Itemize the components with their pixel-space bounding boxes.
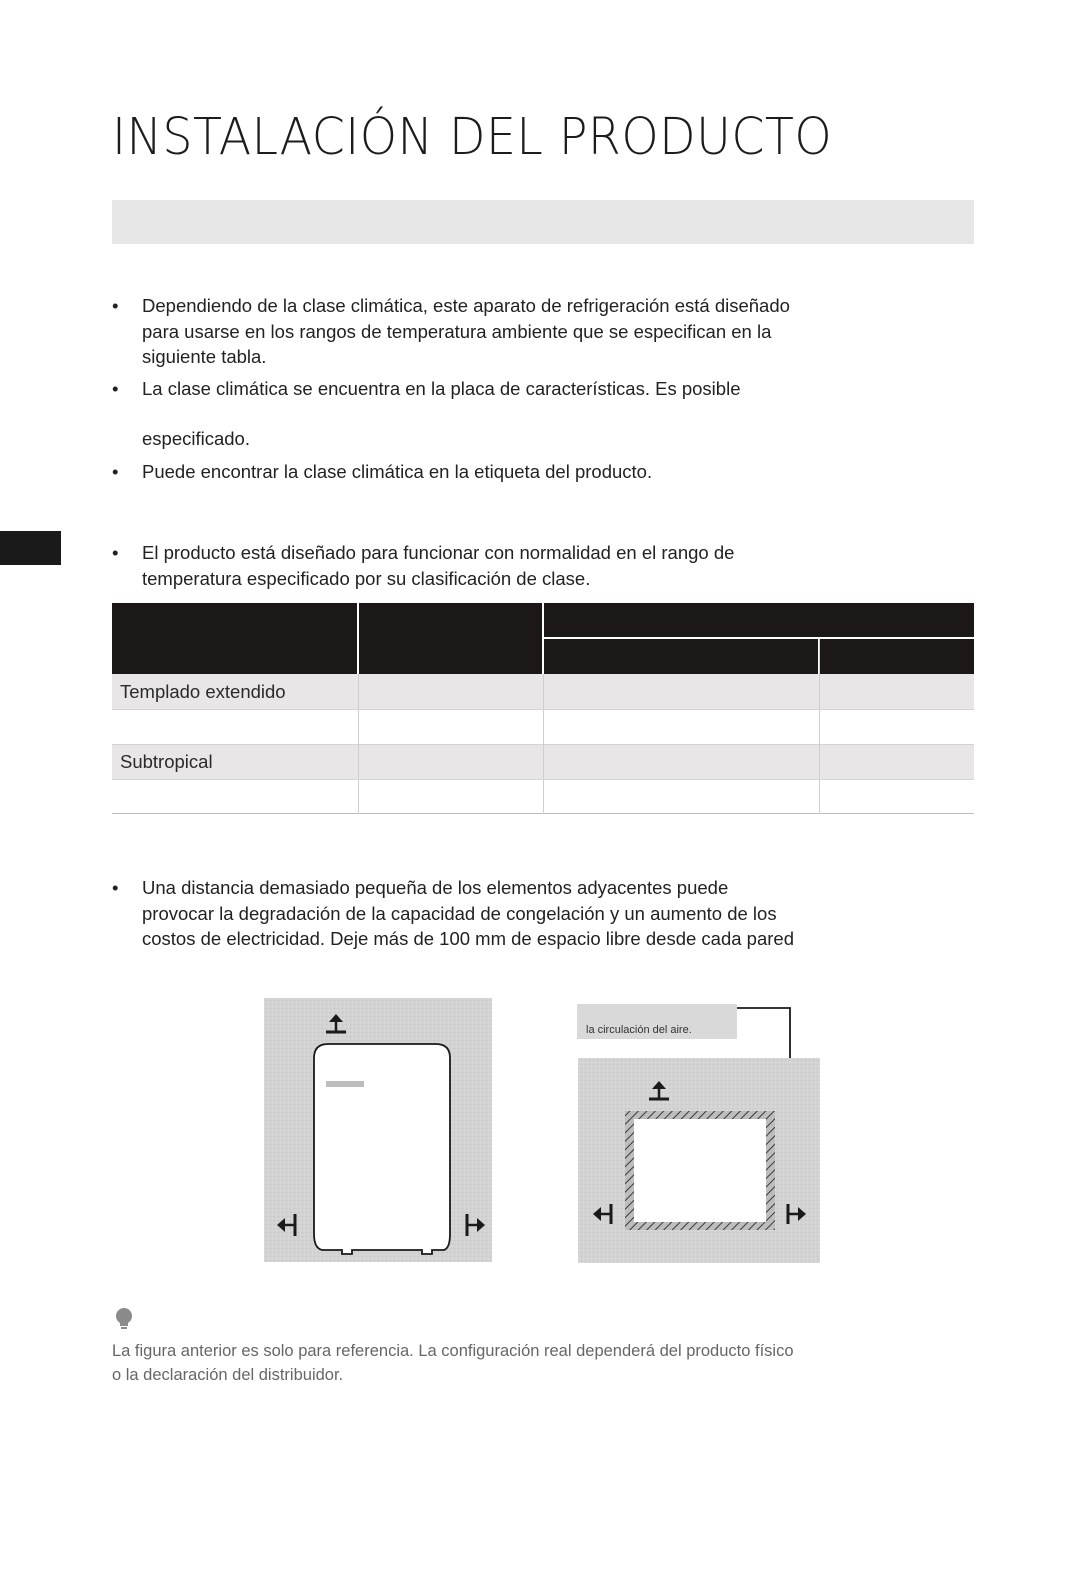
bullet-item [112,459,982,489]
table-header-cell [112,603,357,674]
table-header-cell [820,639,974,674]
fridge-handle [326,1081,364,1087]
bullet-line: Una distancia demasiado pequeña de los elementos adyacentes puede [142,877,729,898]
bullet-line: para usarse en los rangos de temperatura ambiente que se especifican en la [142,320,772,342]
bullet-item [112,540,982,595]
table-cell-class: Subtropical [120,751,213,772]
bullet-line: costos de electricidad. Deje más de 100 mm de espacio libre desde cada pared [142,928,794,949]
airflow-label: la circulación del aire. [586,1024,692,1036]
fridge-outline [314,1044,450,1254]
bullet-line: siguiente tabla. [142,346,267,367]
bullet-continuation: especificado. [142,428,250,449]
table-header-group [544,603,974,637]
bullet-line: El producto está diseñado para funcionar con normalidad en el rango de [142,542,735,563]
bullet-dot: • [112,461,119,482]
note-line: o la declaración del distribuidor. [112,1365,344,1384]
table-divider [819,639,820,814]
bullet-line: Dependiendo de la clase climática, este aparato de refrigeración está diseñado [142,295,790,316]
bullet-line: La clase climática se encuentra en la placa de características. Es posible [142,378,741,399]
bullet-dot: • [112,378,119,399]
bullet-item [112,875,1012,955]
bullet-dot: • [112,877,119,898]
bullet-dot: • [112,542,119,563]
bullet-line: temperatura especificado por su clasificación de clase. [142,567,591,589]
note-line: La figura anterior es solo para referencia. La configuración real dependerá del producto físico [112,1342,794,1360]
lightbulb-icon [114,1307,134,1331]
table-cell-class [112,780,358,813]
table-cell-class [112,710,358,744]
front-clearance-figure [262,996,494,1264]
section-header-bar [112,200,974,244]
fridge-top-view [634,1119,766,1222]
bullet-dot: • [112,295,119,316]
climate-class-table [112,603,974,815]
bullet-line: Puede encontrar la clase climática en la etiqueta del producto. [142,461,653,482]
bullet-item [112,376,982,406]
table-cell-class: Templado extendido [120,681,286,702]
table-header-cell [544,639,818,674]
top-clearance-figure [576,1003,826,1265]
table-divider [358,674,359,814]
table-divider [543,674,544,814]
bullet-line: provocar la degradación de la capacidad de congelación y un aumento de los [142,902,777,924]
table-header-cell [359,603,542,674]
page-title: INSTALACIÓN DEL PRODUCTO [112,108,833,167]
side-tab-marker [0,531,61,565]
note-text [112,1340,794,1387]
bullet-item [112,293,982,373]
